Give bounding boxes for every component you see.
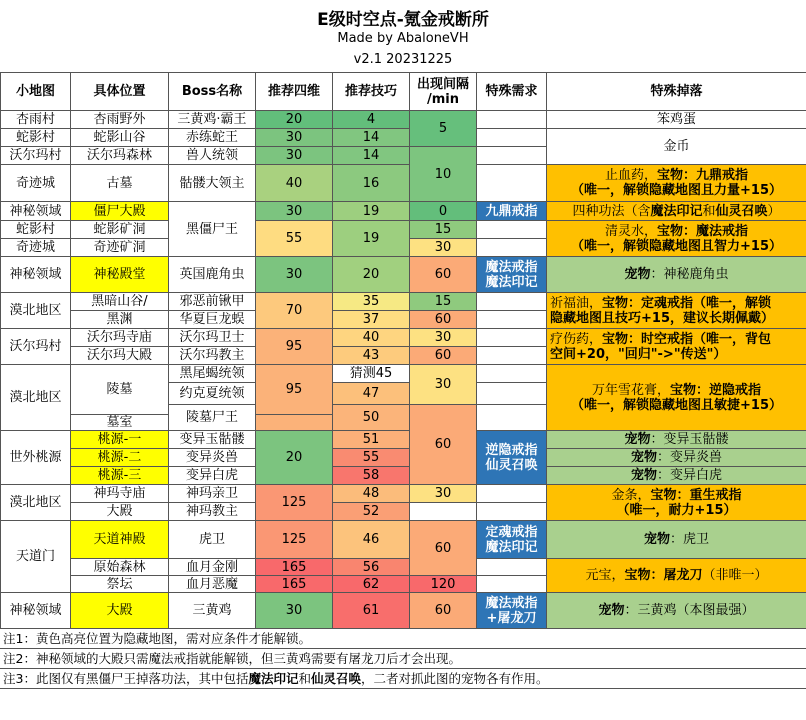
stats-cell: 30: [256, 257, 333, 293]
boss-cell: 约克夏统领: [169, 383, 256, 405]
drop-note: （唯一，解锁隐藏地图且敏捷+15）: [571, 397, 782, 413]
table-row: [1, 111, 806, 129]
col-header: Boss名称: [169, 73, 256, 111]
stats-cell: 30: [256, 129, 333, 147]
table-row: [1, 449, 806, 467]
stats-cell: 55: [256, 221, 333, 257]
drop-note: （唯一，解锁隐藏地图且智力+15）: [571, 238, 782, 254]
drop-note: （唯一，解锁隐藏地图且力量+15）: [571, 183, 782, 198]
table-row: [1, 559, 806, 576]
skill-cell: 14: [333, 147, 410, 165]
requirement-cell: [477, 221, 547, 239]
map-cell: 沃尔玛村: [1, 147, 71, 165]
sheet-version: v2.1 20231225: [353, 52, 453, 67]
map-cell: 蛇影村: [1, 129, 71, 147]
map-cell: 漠北地区: [1, 293, 71, 329]
requirement-cell: [410, 503, 477, 521]
boss-cell: 兽人统领: [169, 147, 256, 165]
skill-cell: 48: [333, 485, 410, 503]
table-row: [1, 165, 806, 202]
interval-cell: 60: [410, 593, 477, 629]
interval-cell: 30: [410, 365, 477, 405]
stats-cell: 165: [256, 576, 333, 593]
location-cell: 沃尔玛大殿: [71, 347, 169, 365]
drop-skill: 仙灵召唤: [715, 203, 768, 219]
drop-cell: 笨鸡蛋: [547, 111, 806, 129]
location-cell: 祭坛: [71, 576, 169, 593]
location-cell: 大殿: [71, 503, 169, 521]
stats-cell: 70: [256, 293, 333, 329]
skill-cell: 58: [333, 467, 410, 485]
stats-cell: 20: [256, 431, 333, 485]
drop-treasure: 宝物：重生戒指: [650, 487, 742, 503]
stats-cell: 30: [256, 147, 333, 165]
skill-cell: 40: [333, 329, 410, 347]
interval-cell: 60: [410, 311, 477, 329]
skill-cell: 52: [333, 503, 410, 521]
col-header: 具体位置: [71, 73, 169, 111]
requirement-item: 定魂戒指: [485, 524, 538, 540]
location-cell: 杏雨野外: [71, 111, 169, 129]
note-skill: 魔法印记: [248, 671, 299, 686]
boss-cell: 华夏巨龙蜈: [169, 311, 256, 329]
location-cell: 黑暗山谷/: [71, 293, 169, 311]
skill-cell: 4: [333, 111, 410, 129]
stats-cell: 30: [256, 202, 333, 221]
table-row: [1, 202, 806, 221]
requirement-cell: [477, 257, 547, 293]
requirement-item: 逆隐戒指: [485, 442, 538, 458]
interval-cell: 0: [410, 202, 477, 221]
skill-cell: 20: [333, 257, 410, 293]
table-row: [1, 467, 806, 485]
map-cell: 奇迹城: [1, 165, 71, 202]
requirement-cell: [477, 147, 547, 165]
col-header: 出现间隔 /min: [410, 73, 477, 111]
drop-item: 万年雪花膏，: [591, 382, 670, 398]
stats-cell: 95: [256, 329, 333, 365]
skill-cell: 37: [333, 311, 410, 329]
location-cell: 大殿: [71, 593, 169, 629]
note-skill: 仙灵召唤: [311, 671, 362, 686]
requirement-cell: [477, 365, 547, 383]
location-cell: 陵墓: [71, 365, 169, 415]
skill-cell: 50: [333, 405, 410, 431]
note-text: 和: [298, 671, 311, 686]
map-cell: 世外桃源: [1, 431, 71, 485]
drop-text: 四种功法（含: [572, 203, 651, 219]
location-cell: 墓室: [71, 415, 169, 431]
requirement-cell: [477, 329, 547, 347]
drop-note: 隐藏地图且技巧+15，建议长期佩戴）: [550, 310, 774, 326]
skill-cell: 47: [333, 383, 410, 405]
drop-skill: 魔法印记: [650, 203, 703, 219]
notes: [0, 629, 806, 689]
requirement-cell: [477, 593, 547, 629]
drop-note: 空间+20，"回归"->"传送"）: [550, 346, 727, 362]
pet-label: 宠物: [643, 532, 670, 547]
table-row: [1, 257, 806, 293]
requirement-cell: [477, 239, 547, 257]
requirement-cell: [477, 311, 547, 329]
drop-note: （非唯一）: [702, 568, 768, 583]
stats-cell: 125: [256, 521, 333, 559]
location-cell: 奇迹矿洞: [71, 239, 169, 257]
boss-cell: 英国鹿角虫: [169, 257, 256, 293]
requirement-item: 魔法印记: [485, 274, 538, 290]
map-cell: 漠北地区: [1, 365, 71, 431]
location-cell: 古墓: [71, 165, 169, 202]
sheet-header: [0, 0, 806, 72]
boss-cell: 三黄鸡: [169, 593, 256, 629]
requirement-cell: [477, 293, 547, 311]
table-row: [1, 221, 806, 239]
map-cell: 神秘领域: [1, 202, 71, 221]
pet-name: ：虎卫: [670, 532, 710, 547]
stats-cell: 20: [256, 111, 333, 129]
drop-treasure: 魔法戒指: [696, 223, 749, 239]
pet-name: ：神秘鹿角虫: [650, 267, 729, 282]
map-cell: 漠北地区: [1, 485, 71, 521]
boss-cell: 黑尾蝎统领: [169, 365, 256, 383]
boss-cell: 神玛教主: [169, 503, 256, 521]
drop-cell: [547, 593, 806, 629]
table-row: [1, 293, 806, 311]
requirement-cell: [477, 521, 547, 559]
requirement-cell: 九鼎戒指: [477, 202, 547, 221]
location-cell: 蛇影山谷: [71, 129, 169, 147]
skill-cell: 19: [333, 202, 410, 221]
skill-cell: 猜测45: [333, 365, 410, 383]
stats-cell: 40: [256, 165, 333, 202]
col-header: 小地图: [1, 73, 71, 111]
location-cell: 神玛寺庙: [71, 485, 169, 503]
boss-cell: 黑僵尸王: [169, 202, 256, 257]
location-cell: 天道神殿: [71, 521, 169, 559]
drop-cell: [547, 521, 806, 559]
sheet-author: Made by AbaloneVH: [337, 31, 469, 46]
table-row: [1, 593, 806, 629]
pet-name: ：变异炎兽: [657, 450, 723, 465]
requirement-cell: [477, 485, 547, 503]
boss-cell: 陵墓尸王: [169, 405, 256, 431]
location-cell: 蛇影矿洞: [71, 221, 169, 239]
table-row: [1, 329, 806, 347]
map-cell: 奇迹城: [1, 239, 71, 257]
sheet-title: E级时空点-氪金戒断所: [317, 10, 489, 30]
drop-item: 止血药，: [604, 168, 657, 183]
skill-cell: 61: [333, 593, 410, 629]
location-cell: 桃源-三: [71, 467, 169, 485]
pet-label: 宠物: [630, 468, 657, 483]
pet-label: 宠物: [624, 267, 651, 282]
requirement-cell: [477, 383, 547, 405]
boss-cell: 变异炎兽: [169, 449, 256, 467]
requirement-cell: [477, 165, 547, 202]
skill-cell: 19: [333, 221, 410, 257]
location-cell: 原始森林: [71, 559, 169, 576]
drop-cell: [547, 559, 806, 593]
boss-cell: 变异玉骷髅: [169, 431, 256, 449]
interval-cell: 5: [410, 111, 477, 147]
interval-cell: 60: [410, 405, 477, 485]
interval-cell: 10: [410, 147, 477, 202]
col-header: 推荐四维: [256, 73, 333, 111]
drop-cell: [547, 165, 806, 202]
table-row: [1, 485, 806, 503]
skill-cell: 46: [333, 521, 410, 559]
drop-cell: [547, 221, 806, 257]
requirement-cell: [477, 129, 547, 147]
skill-cell: 16: [333, 165, 410, 202]
drop-cell: [547, 449, 806, 467]
location-cell: 桃源-二: [71, 449, 169, 467]
note-3: [0, 669, 806, 689]
boss-cell: 神玛亲卫: [169, 485, 256, 503]
boss-cell: 血月恶魔: [169, 576, 256, 593]
boss-table: [0, 72, 806, 629]
drop-treasure-label: 宝物：: [656, 223, 696, 239]
pet-name: ：三黄鸡（本图最强）: [624, 603, 755, 618]
skill-cell: 62: [333, 576, 410, 593]
pet-label: 宠物: [624, 432, 651, 447]
requirement-item: 魔法戒指: [485, 259, 538, 275]
interval-cell: 15: [410, 293, 477, 311]
note-text: ，二者对抓此图的宠物各有作用。: [361, 671, 549, 686]
location-cell: 黑渊: [71, 311, 169, 329]
interval-cell: 30: [410, 485, 477, 503]
boss-cell: 邪恶前锹甲: [169, 293, 256, 311]
col-header: 特殊掉落: [547, 73, 806, 111]
header-row: [1, 73, 806, 111]
skill-cell: 55: [333, 449, 410, 467]
drop-treasure: 宝物：屠龙刀: [624, 568, 703, 583]
table-row: [1, 365, 806, 383]
stats-cell: 95: [256, 365, 333, 415]
drop-cell: [547, 365, 806, 431]
requirement-cell: [477, 431, 547, 485]
skill-cell: 51: [333, 431, 410, 449]
col-header: 推荐技巧: [333, 73, 410, 111]
interval-cell: 15: [410, 221, 477, 239]
map-cell: 沃尔玛村: [1, 329, 71, 365]
col-header: 特殊需求: [477, 73, 547, 111]
boss-cell: 变异白虎: [169, 467, 256, 485]
requirement-item: +屠龙刀: [486, 610, 537, 626]
requirement-cell: [477, 576, 547, 593]
drop-cell: 金币: [547, 129, 806, 165]
drop-cell: [547, 257, 806, 293]
requirement-item: 魔法戒指: [485, 595, 538, 611]
stats-cell: 165: [256, 559, 333, 576]
drop-treasure: 宝物：定魂戒指（唯一，解锁: [602, 295, 772, 311]
interval-cell: 30: [410, 329, 477, 347]
boss-cell: 沃尔玛教主: [169, 347, 256, 365]
skill-cell: 35: [333, 293, 410, 311]
drop-item: 疗伤药，: [550, 331, 603, 347]
requirement-cell: [477, 405, 547, 431]
interval-cell: 60: [410, 521, 477, 576]
drop-item: 金条，: [611, 487, 651, 503]
stats-cell: [256, 415, 333, 431]
map-cell: 天道门: [1, 521, 71, 593]
map-cell: 杏雨村: [1, 111, 71, 129]
requirement-cell: [477, 559, 547, 576]
drop-cell: [547, 293, 806, 329]
pet-label: 宠物: [630, 450, 657, 465]
map-cell: 神秘领域: [1, 257, 71, 293]
boss-cell: 沃尔玛卫士: [169, 329, 256, 347]
table-row: [1, 521, 806, 559]
drop-cell: [547, 329, 806, 365]
map-cell: 蛇影村: [1, 221, 71, 239]
boss-cell: 虎卫: [169, 521, 256, 559]
boss-cell: 赤练蛇王: [169, 129, 256, 147]
requirement-item: 魔法印记: [485, 539, 538, 555]
boss-cell: 骷髅大领主: [169, 165, 256, 202]
interval-cell: 60: [410, 257, 477, 293]
table-row: [1, 129, 806, 147]
note-1: 注1：黄色高亮位置为隐藏地图，需对应条件才能解锁。: [0, 629, 806, 649]
drop-treasure-label: 宝物：: [656, 168, 696, 183]
location-cell: 桃源-一: [71, 431, 169, 449]
skill-cell: 56: [333, 559, 410, 576]
note-text: 注3：此图仅有黑僵尸王掉落功法，其中包括: [3, 671, 249, 686]
pet-label: 宠物: [598, 603, 625, 618]
drop-item: 清灵水，: [604, 223, 657, 239]
table-row: [1, 431, 806, 449]
stats-cell: 125: [256, 485, 333, 521]
skill-cell: 14: [333, 129, 410, 147]
pet-name: ：变异白虎: [657, 468, 723, 483]
boss-cell: 血月金刚: [169, 559, 256, 576]
map-cell: 神秘领域: [1, 593, 71, 629]
drop-note: （唯一，耐力+15）: [616, 502, 737, 518]
requirement-cell: [477, 111, 547, 129]
location-cell: 沃尔玛森林: [71, 147, 169, 165]
drop-item: 祈福油，: [550, 295, 603, 311]
stats-cell: 30: [256, 593, 333, 629]
requirement-cell: [477, 347, 547, 365]
interval-cell: 120: [410, 576, 477, 593]
interval-cell: 30: [410, 239, 477, 257]
drop-treasure: 宝物：逆隐戒指: [670, 382, 762, 398]
drop-cell: [547, 467, 806, 485]
drop-text: 和: [702, 203, 716, 219]
requirement-item: 仙灵召唤: [485, 457, 538, 473]
note-2: 注2：神秘领域的大殿只需魔法戒指就能解锁，但三黄鸡需要有屠龙刀后才会出现。: [0, 649, 806, 669]
pet-name: ：变异玉骷髅: [650, 432, 729, 447]
location-cell: 沃尔玛寺庙: [71, 329, 169, 347]
location-cell: 僵尸大殿: [71, 202, 169, 221]
boss-cell: 三黄鸡·霸王: [169, 111, 256, 129]
drop-cell: [547, 202, 806, 221]
drop-treasure: 宝物：时空戒指（唯一，背包: [602, 331, 772, 347]
drop-cell: [547, 485, 806, 521]
drop-text: ）: [767, 203, 781, 219]
skill-cell: 43: [333, 347, 410, 365]
drop-item: 元宝，: [585, 568, 625, 583]
drop-treasure: 九鼎戒指: [696, 168, 749, 183]
interval-cell: 60: [410, 347, 477, 365]
location-cell: 神秘殿堂: [71, 257, 169, 293]
drop-cell: [547, 431, 806, 449]
